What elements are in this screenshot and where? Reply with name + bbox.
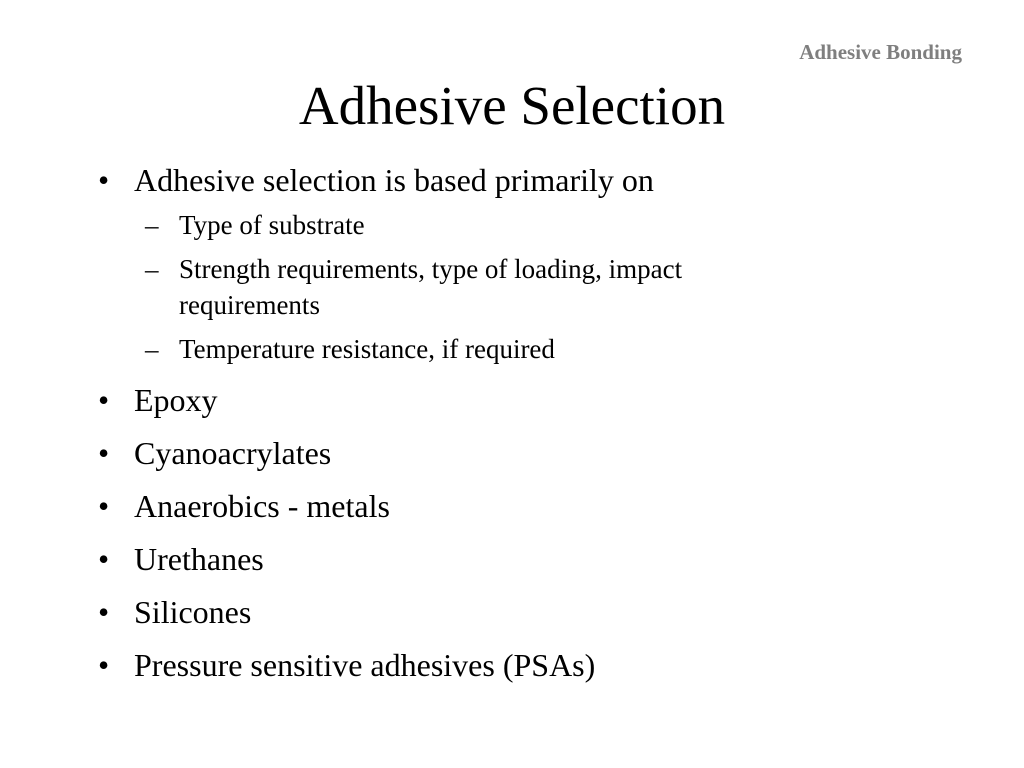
sub-bullet-item	[134, 251, 829, 323]
bullet-icon: •	[98, 162, 110, 198]
sub-bullet-text: Strength requirements, type of loading, impact requirements	[179, 254, 683, 320]
sub-bullet-list	[134, 207, 1024, 367]
bullet-text: Urethanes	[134, 541, 264, 577]
bullet-item	[0, 433, 1024, 473]
bullet-icon: •	[98, 647, 110, 683]
bullet-item	[0, 592, 1024, 632]
dash-icon: –	[145, 254, 159, 284]
bullet-text: Pressure sensitive adhesives (PSAs)	[134, 647, 596, 683]
bullet-item	[0, 380, 1024, 420]
slide-title: Adhesive Selection	[298, 75, 726, 136]
sub-bullet-text: Type of substrate	[179, 210, 365, 240]
bullet-text: Silicones	[134, 594, 252, 630]
bullet-text: Adhesive selection is based primarily on	[134, 162, 654, 198]
sub-bullet-item	[134, 207, 829, 243]
bullet-text: Epoxy	[134, 382, 218, 418]
dash-icon: –	[145, 210, 159, 240]
slide-content	[0, 160, 1024, 698]
bullet-icon: •	[98, 488, 110, 524]
sub-bullet-text: Temperature resistance, if required	[179, 334, 555, 364]
bullet-item	[0, 645, 1024, 685]
bullet-icon: •	[98, 541, 110, 577]
bullet-item	[0, 486, 1024, 526]
header-tag: Adhesive Bonding	[799, 40, 962, 64]
bullet-item	[0, 160, 1024, 367]
bullet-list	[0, 160, 1024, 685]
bullet-item	[0, 539, 1024, 579]
bullet-text: Cyanoacrylates	[134, 435, 332, 471]
bullet-text: Anaerobics - metals	[134, 488, 390, 524]
sub-bullet-item	[134, 331, 829, 367]
bullet-icon: •	[98, 382, 110, 418]
bullet-icon: •	[98, 594, 110, 630]
bullet-icon: •	[98, 435, 110, 471]
dash-icon: –	[145, 334, 159, 364]
